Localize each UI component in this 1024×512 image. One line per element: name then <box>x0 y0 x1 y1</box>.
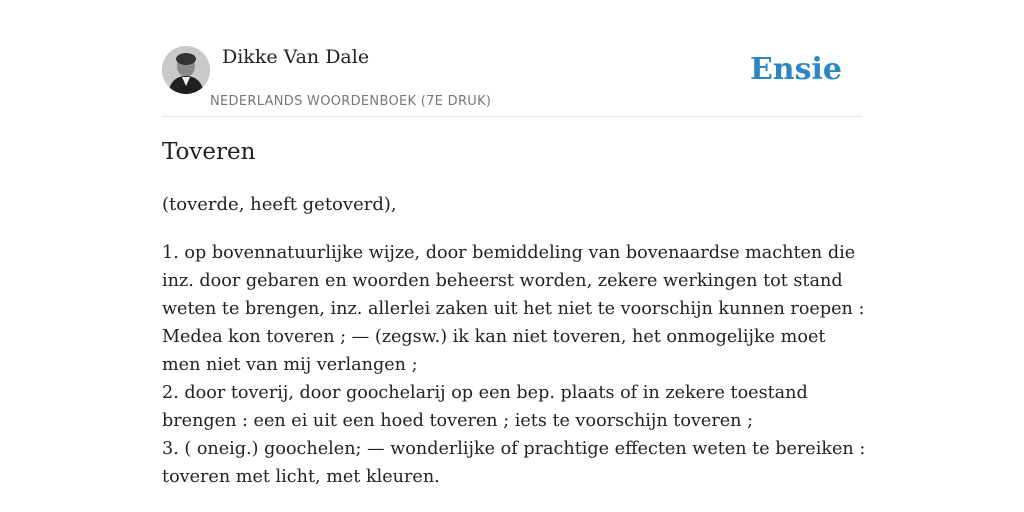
definition-2: 2. door toverij, door goochelarij op een bep. plaats of in zekere toestand brengen : een ei uit een hoed toveren ; iets te voorschijn toveren ; <box>162 383 808 431</box>
header <box>162 44 862 117</box>
definition-1: 1. op bovennatuurlijke wijze, door bemiddeling van bovenaardse machten die inz. door gebaren en woorden beheerst worden, zekere werkingen tot stand weten te brengen, inz. allerlei zaken uit het niet te voorschijn kunnen roepen : Medea kon toveren ; — (zegsw.) ik kan niet toveren, het onmogelijke moet men niet van mij verlangen ; <box>162 243 865 375</box>
author-name[interactable]: Dikke Van Dale <box>222 46 370 68</box>
portrait-icon <box>162 46 210 94</box>
brand-logo[interactable]: Ensie <box>749 52 842 87</box>
source-title[interactable]: NEDERLANDS WOORDENBOEK (7E DRUK) <box>210 94 492 109</box>
definitions <box>162 239 867 491</box>
author-avatar[interactable] <box>162 46 210 94</box>
definition-3: 3. ( oneig.) goochelen; — wonderlijke of prachtige effecten weten te bereiken : toveren met licht, met kleuren. <box>162 439 866 487</box>
entry-grammar: (toverde, heeft getoverd), <box>162 194 397 215</box>
entry-title: Toveren <box>162 139 256 165</box>
